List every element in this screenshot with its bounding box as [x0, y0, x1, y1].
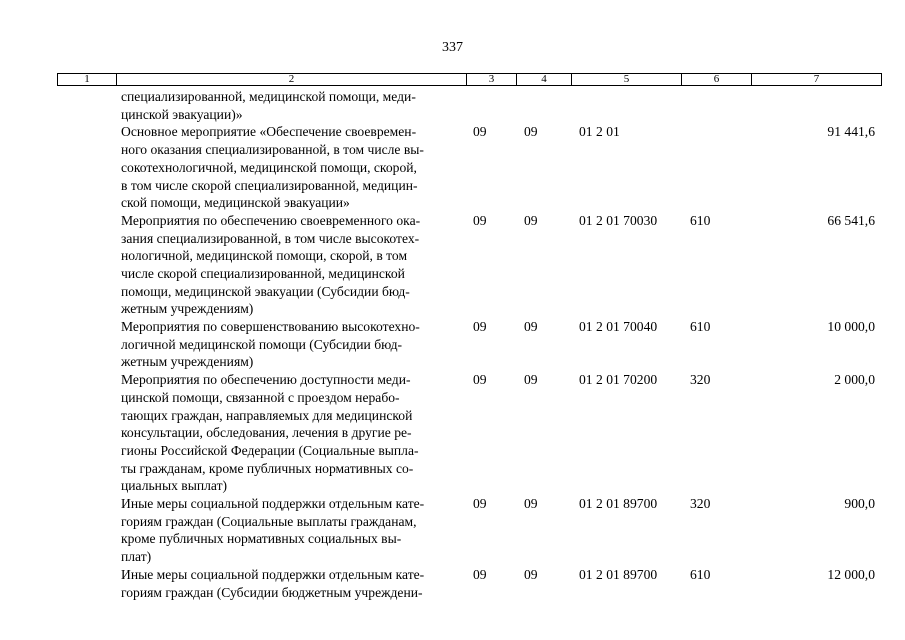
amount: 66 541,6	[827, 212, 875, 228]
expense-type-code: 610	[690, 566, 711, 582]
description-line: гионы Российской Федерации (Социальные выпла-	[121, 442, 419, 458]
expense-type-code: 320	[690, 372, 711, 388]
row-description	[121, 371, 466, 495]
description-line: ты гражданам, кроме публичных нормативных со-	[121, 460, 414, 476]
row-description	[121, 88, 466, 123]
subsection-code: 09	[524, 496, 538, 512]
description-line: в том числе скорой специализированной, медицин-	[121, 177, 418, 193]
table-row	[57, 318, 881, 371]
description-line: Мероприятия по совершенствованию высокотехно-	[121, 319, 420, 335]
description-line: цинской эвакуации)»	[121, 106, 243, 122]
target-item-code: 01 2 01 89700	[579, 496, 658, 512]
description-line: сокотехнологичной, медицинской помощи, скорой,	[121, 159, 417, 175]
description-line: гориям граждан (Социальные выплаты гражданам,	[121, 513, 417, 529]
description-line: циальных выплат)	[121, 478, 228, 494]
expense-type-code: 610	[690, 212, 711, 228]
amount: 12 000,0	[827, 566, 875, 582]
table-row	[57, 371, 881, 495]
row-description	[121, 123, 466, 212]
section-code: 09	[473, 212, 487, 228]
description-line: зания специализированной, в том числе высокотех-	[121, 230, 420, 246]
subsection-code: 09	[524, 566, 538, 582]
expense-type-code: 320	[690, 496, 711, 512]
header-cell-3: 3	[467, 74, 517, 86]
description-line: нологичной, медицинской помощи, скорой, в том	[121, 248, 408, 264]
header-cell-1: 1	[58, 74, 117, 86]
description-line: логичной медицинской помощи (Субсидии бюд-	[121, 336, 403, 352]
section-code: 09	[473, 319, 487, 335]
description-line: ного оказания специализированной, в том числе вы-	[121, 142, 424, 158]
row-description	[121, 318, 466, 371]
description-line: ской помощи, медицинской эвакуации»	[121, 195, 350, 211]
description-line: Мероприятия по обеспечению своевременного ока-	[121, 212, 421, 228]
header-cell-4: 4	[517, 74, 572, 86]
amount: 10 000,0	[827, 319, 875, 335]
table-row	[57, 88, 881, 123]
page-number: 337	[442, 40, 463, 55]
subsection-code: 09	[524, 212, 538, 228]
description-line: Мероприятия по обеспечению доступности меди-	[121, 372, 411, 388]
header-cell-2: 2	[117, 74, 467, 86]
description-line: числе скорой специализированной, медицинской	[121, 266, 405, 281]
description-line: цинской помощи, связанной с проездом нерабо-	[121, 389, 400, 405]
description-line: Иные меры социальной поддержки отдельным кате-	[121, 566, 425, 582]
table-row	[57, 566, 881, 601]
section-code: 09	[473, 372, 487, 388]
header-cell-7: 7	[752, 74, 882, 86]
description-line: кроме публичных нормативных социальных вы-	[121, 531, 402, 547]
table-row	[57, 123, 881, 212]
section-code: 09	[473, 496, 487, 512]
subsection-code: 09	[524, 319, 538, 335]
description-line: гориям граждан (Субсидии бюджетным учреждени-	[121, 584, 423, 600]
description-line: помощи, медицинской эвакуации (Субсидии бюд-	[121, 283, 410, 299]
column-number-header	[57, 73, 882, 86]
description-line: плат)	[121, 549, 152, 565]
row-description	[121, 566, 466, 601]
row-description	[121, 495, 466, 566]
target-item-code: 01 2 01 89700	[579, 566, 658, 582]
target-item-code: 01 2 01	[579, 124, 620, 140]
budget-table-body	[57, 88, 881, 601]
target-item-code: 01 2 01 70040	[579, 319, 658, 335]
subsection-code: 09	[524, 124, 538, 140]
description-line: тающих граждан, направляемых для медицинской	[121, 407, 413, 423]
target-item-code: 01 2 01 70030	[579, 212, 658, 228]
description-line: Иные меры социальной поддержки отдельным кате-	[121, 496, 425, 512]
amount: 2 000,0	[834, 372, 875, 388]
expense-type-code: 610	[690, 319, 711, 335]
subsection-code: 09	[524, 372, 538, 388]
header-row	[58, 74, 882, 86]
description-line: жетным учреждениям)	[121, 354, 254, 370]
header-cell-6: 6	[682, 74, 752, 86]
table-row	[57, 212, 881, 318]
description-line: Основное мероприятие «Обеспечение своевремен-	[121, 124, 417, 140]
target-item-code: 01 2 01 70200	[579, 372, 658, 388]
section-code: 09	[473, 124, 487, 140]
description-line: консультации, обследования, лечения в другие ре-	[121, 425, 412, 441]
description-line: специализированной, медицинской помощи, меди-	[121, 89, 416, 104]
section-code: 09	[473, 566, 487, 582]
header-cell-5: 5	[572, 74, 682, 86]
amount: 91 441,6	[827, 124, 875, 140]
row-description	[121, 212, 466, 318]
table-row	[57, 495, 881, 566]
amount: 900,0	[844, 496, 875, 512]
description-line: жетным учреждениям)	[121, 301, 254, 317]
